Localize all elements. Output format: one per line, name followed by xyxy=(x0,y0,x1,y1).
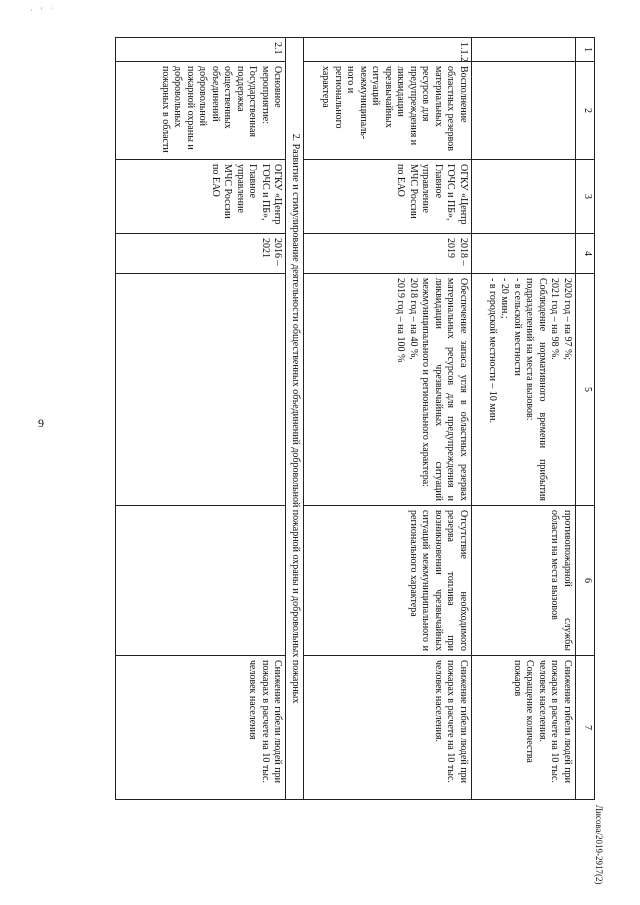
activity-name: Восполнение областных резервов материальных ресурсов для предупреждения и ликвидации чрезвычайных ситуаций межмуниципаль-ного и регионального характера xyxy=(304,62,472,160)
header-cell: 2 xyxy=(576,62,595,160)
empty-cell xyxy=(116,506,286,656)
empty-cell xyxy=(116,274,286,506)
indicator-line: 2020 год – на 97 %; xyxy=(562,278,573,361)
indicator-line: - в сельской местности xyxy=(512,278,523,376)
result-text xyxy=(472,656,576,800)
activity-name: Основное мероприятие: Государственная поддержка общественных объединений добровольной пожарной охраны и добровольных пожарных в области xyxy=(116,62,286,160)
rotated-page xyxy=(95,37,595,799)
risk-text: противопожарной службы области на места вызовов xyxy=(472,506,576,656)
row-number: 2.1 xyxy=(116,38,286,62)
executor: ОГКУ «Центр ГОЧС и ПБ», Главное управление МЧС России по ЕАО xyxy=(304,160,472,234)
indicator-text xyxy=(304,274,472,506)
indicator-line: 2019 год – на 100 % xyxy=(395,278,407,363)
period xyxy=(472,234,576,274)
indicator-line: Соблюдение нормативного времени прибытия подразделений на места вызовов: xyxy=(524,278,548,501)
header-cell: 7 xyxy=(576,656,595,800)
indicator-line: 2018 год – на 40 %, xyxy=(408,278,419,360)
table-row xyxy=(116,38,286,800)
result-text: Снижение гибели людей при пожарах в расчете на 10 тыс. человек населения xyxy=(116,656,286,800)
footer-code: Лисова/2019-2917(2) xyxy=(594,805,604,885)
risk-text: Отсутствие необходимого резерва топлива при возникновении чрезвычайных ситуаций межмуниципального и регионального характера xyxy=(304,506,472,656)
activity-name xyxy=(472,62,576,160)
scan-specks: · ' ˙ xyxy=(30,6,56,15)
indicator-line: Обеспечение запаса угля в областных резервах материальных ресурсов для предупреждения и ликвидации чрезвычайных ситуаций межмуниципального и регионального характера: xyxy=(420,278,469,501)
indicator-line: - в городской местности – 10 мин. xyxy=(487,278,498,423)
result-line: Снижение гибели людей при пожарах в расчете на 10 тыс. человек населения. xyxy=(433,660,469,783)
header-row xyxy=(576,38,595,800)
program-table xyxy=(116,37,596,800)
header-cell: 3 xyxy=(576,160,595,234)
period: 2018 – 2019 xyxy=(304,234,472,274)
executor xyxy=(472,160,576,234)
indicator-line: - 20 мин.; xyxy=(499,278,511,319)
row-number: 1.1.2 xyxy=(304,38,472,62)
result-line: Снижение гибели людей при пожарах в расчете на 10 тыс. человек населения. xyxy=(537,660,573,783)
header-cell: 6 xyxy=(576,506,595,656)
table-row xyxy=(472,38,576,800)
indicator-line: 2021 год – на 98 %. xyxy=(549,278,561,360)
page-number: 9 xyxy=(38,416,44,430)
indicator-text xyxy=(472,274,576,506)
row-number xyxy=(472,38,576,62)
result-text xyxy=(304,656,472,800)
section-row xyxy=(286,38,304,800)
section-title: 2. Развитие и стимулирование деятельности общественных объединений добровольной пожарной охраны и добровольных пожарных xyxy=(286,38,304,800)
header-cell: 5 xyxy=(576,274,595,506)
header-cell: 1 xyxy=(576,38,595,62)
header-cell: 4 xyxy=(576,234,595,274)
table-row xyxy=(304,38,472,800)
executor: ОГКУ «Центр ГОЧС и ПБ», Главное управление МЧС России по ЕАО xyxy=(116,160,286,234)
period: 2016 – 2021 xyxy=(116,234,286,274)
result-line: Сокращение количества пожаров xyxy=(512,660,536,763)
